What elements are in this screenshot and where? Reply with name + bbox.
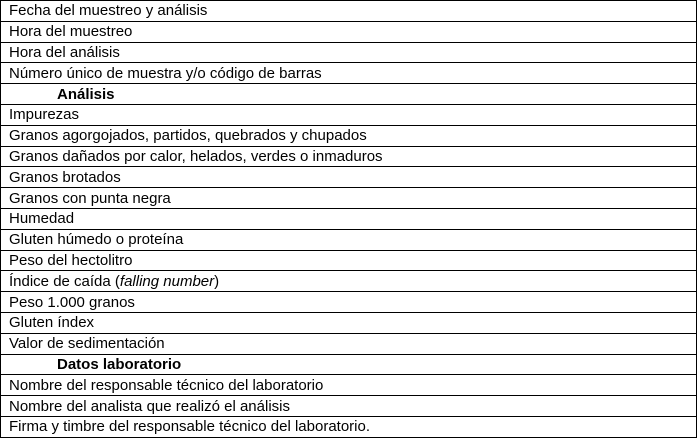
table-row	[1, 21, 697, 42]
row-falling-number	[1, 271, 697, 292]
table-row	[1, 312, 697, 333]
row-hectoliter-weight: Peso del hectolitro	[1, 250, 697, 271]
table-row	[1, 250, 697, 271]
row-lab-manager-name: Nombre del responsable técnico del laboratorio	[1, 375, 697, 396]
row-moisture: Humedad	[1, 208, 697, 229]
row-analysis-time: Hora del análisis	[1, 42, 697, 63]
row-sampling-time: Hora del muestreo	[1, 21, 697, 42]
table-row	[1, 229, 697, 250]
section-title: Análisis	[1, 84, 697, 105]
table-row	[1, 125, 697, 146]
table-row	[1, 396, 697, 417]
row-black-point-grains: Granos con punta negra	[1, 188, 697, 209]
table-row	[1, 167, 697, 188]
table-row	[1, 104, 697, 125]
row-thousand-kernel-weight: Peso 1.000 granos	[1, 292, 697, 313]
section-header-lab-data	[1, 354, 697, 375]
table-row	[1, 146, 697, 167]
row-sampling-date: Fecha del muestreo y análisis	[1, 1, 697, 22]
section-title: Datos laboratorio	[1, 354, 697, 375]
row-wet-gluten: Gluten húmedo o proteína	[1, 229, 697, 250]
table-row	[1, 188, 697, 209]
row-damaged-grains: Granos agorgojados, partidos, quebrados y chupados	[1, 125, 697, 146]
row-sample-number: Número único de muestra y/o código de barras	[1, 63, 697, 84]
table-row	[1, 271, 697, 292]
table-row	[1, 42, 697, 63]
row-heat-damaged-grains: Granos dañados por calor, helados, verdes o inmaduros	[1, 146, 697, 167]
table-row	[1, 416, 697, 437]
row-analyst-name: Nombre del analista que realizó el análisis	[1, 396, 697, 417]
row-sedimentation-value: Valor de sedimentación	[1, 333, 697, 354]
section-header-analysis	[1, 84, 697, 105]
row-italic-term: falling number	[119, 272, 215, 290]
row-impurities: Impurezas	[1, 104, 697, 125]
table-row	[1, 333, 697, 354]
row-text: Índice de caída (	[9, 272, 120, 290]
table-row	[1, 1, 697, 22]
table-row	[1, 375, 697, 396]
row-text-suffix: )	[214, 272, 220, 290]
table-row	[1, 292, 697, 313]
table-row	[1, 63, 697, 84]
row-sprouted-grains: Granos brotados	[1, 167, 697, 188]
table-row	[1, 208, 697, 229]
row-signature-stamp: Firma y timbre del responsable técnico del laboratorio.	[1, 416, 697, 437]
row-gluten-index: Gluten índex	[1, 312, 697, 333]
